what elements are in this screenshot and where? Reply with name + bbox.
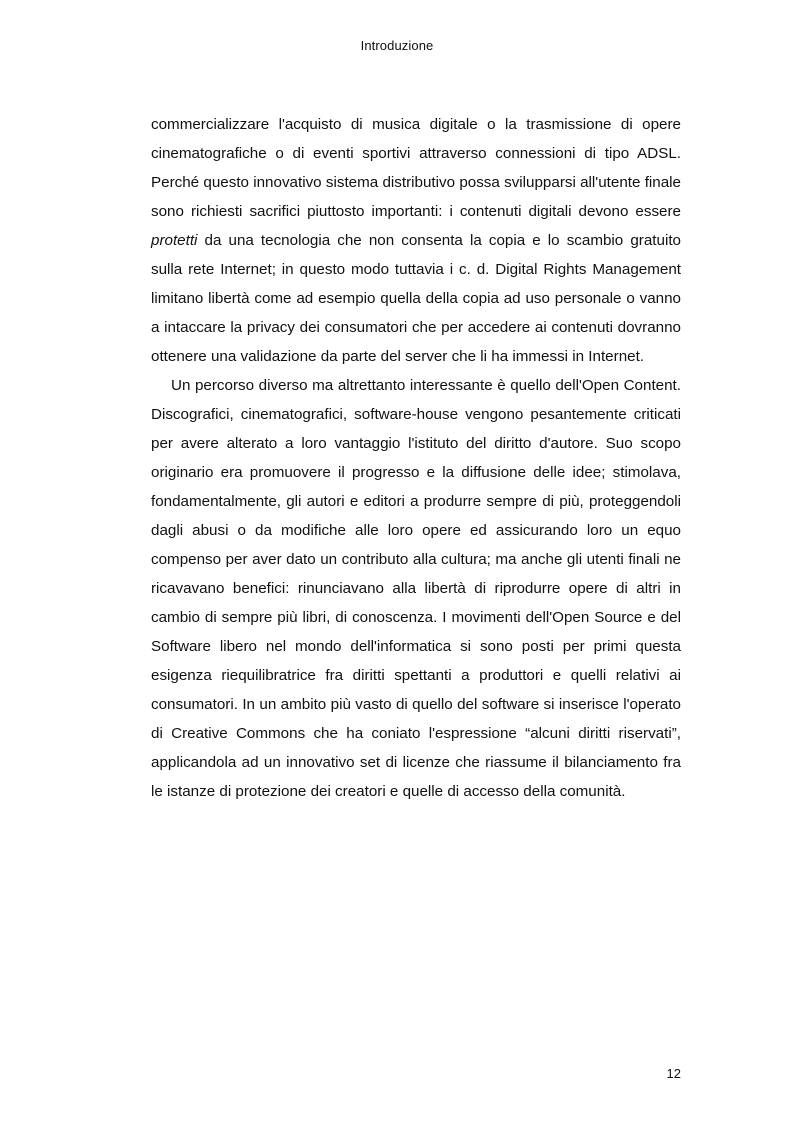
page-number: 12 <box>666 1066 681 1081</box>
paragraph-1-text-end: da una tecnologia che non consenta la copia e lo scambio gratuito sulla rete Internet; in questo modo tuttavia i c. d. Digital Rights Management limitano libertà come ad esempio quella della copia ad uso personale o vanno a intaccare la privacy dei consumatori che per accedere ai contenuti dovranno ottenere una validazione da parte del server che li ha immessi in Internet. <box>151 232 681 365</box>
emphasis-word: protetti <box>151 232 198 249</box>
body-text <box>151 110 681 806</box>
running-header: Introduzione <box>360 38 434 53</box>
paragraph-1-text-start: commercializzare l'acquisto di musica digitale o la trasmissione di opere cinematografiche o di eventi sportivi attraverso connessioni di tipo ADSL. Perché questo innovativo sistema distributivo possa svilupparsi all'utente finale sono richiesti sacrifici piuttosto importanti: i contenuti digitali devono essere <box>151 116 681 220</box>
paragraph-2: Un percorso diverso ma altrettanto interessante è quello dell'Open Content. Discografici, cinematografici, software-house vengono pesantemente criticati per avere alterato a loro vantaggio l'istituto del diritto d'autore. Suo scopo originario era promuovere il progresso e la diffusione delle idee; stimolava, fondamentalmente, gli autori e editori a produrre sempre di più, proteggendoli dagli abusi o da modifiche alle loro opere ed assicurando loro un equo compenso per aver dato un contributo alla cultura; ma anche gli utenti finali ne ricavavano benefici: rinunciavano alla libertà di riprodurre opere di altri in cambio di sempre più libri, di conoscenza. I movimenti dell'Open Source e del Software libero nel mondo dell'informatica si sono posti per primi questa esigenza riequilibratrice fra diritti spettanti a produttori e quelli relativi ai consumatori. In un ambito più vasto di quello del software si inserisce l'operato di Creative Commons che ha coniato l'espressione “alcuni diritti riservati”, applicandola ad un innovativo set di licenze che riassume il bilanciamento fra le istanze di protezione dei creatori e quelle di accesso della comunità. <box>151 377 681 800</box>
paragraph-1 <box>151 110 681 371</box>
